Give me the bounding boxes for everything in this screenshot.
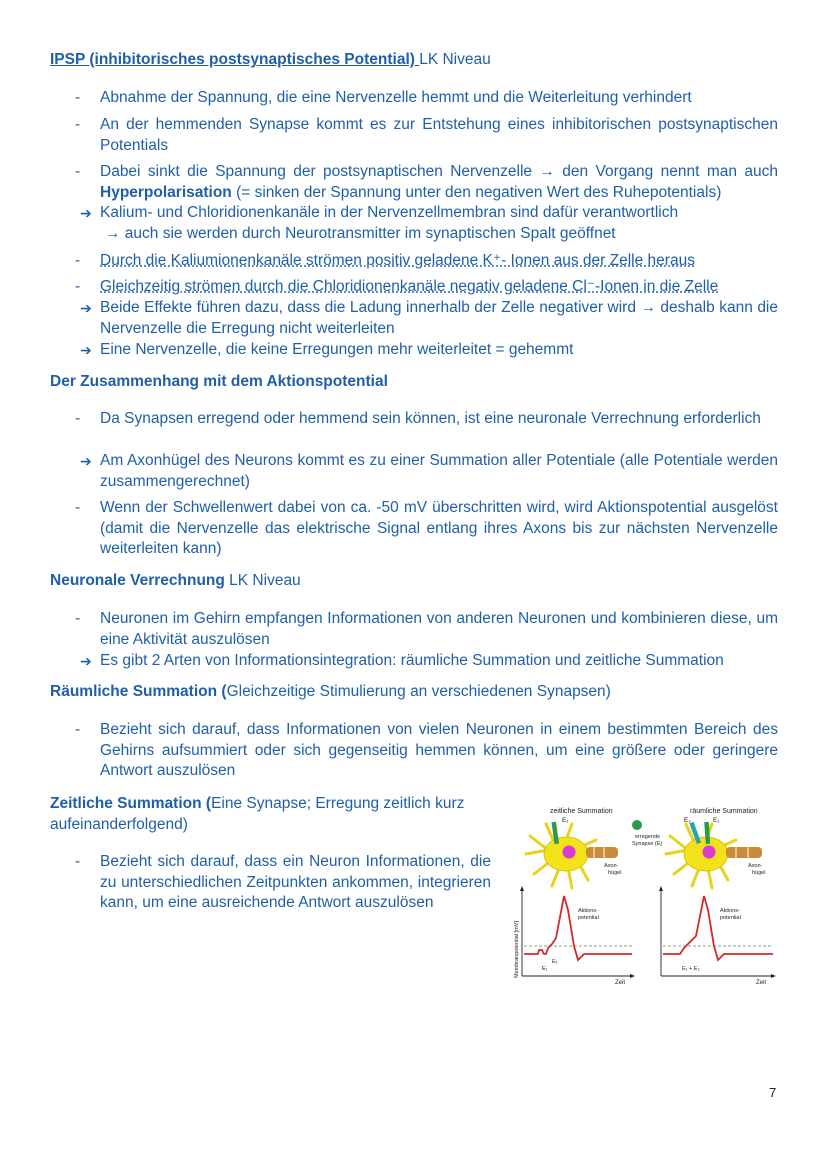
list-item: - Bezieht sich darauf, dass ein Neuron Informationen, die zu unterschiedlichen Zeitpunkten ankommen, integrieren kann, um eine ausreichende Antwort auszulösen bbox=[75, 853, 491, 911]
list-item: - Dabei sinkt die Spannung der postsynaptischen Nervenzelle → den Vorgang nennt man auch Hyperpolarisation (= sinken der Spannung unter den negativen Wert des Ruhepotentials) bbox=[75, 163, 778, 201]
svg-text:Synapse (E): Synapse (E) bbox=[632, 841, 663, 847]
svg-text:potential: potential bbox=[578, 915, 599, 921]
page-number: 7 bbox=[769, 1085, 777, 1100]
hyperpolarisation-term: Hyperpolarisation bbox=[100, 183, 232, 201]
e1-label: E₁ bbox=[562, 817, 569, 824]
synapse-legend bbox=[632, 820, 662, 847]
list-item: ➔ Eine Nervenzelle, die keine Erregungen mehr weiterleitet = gehemmt bbox=[50, 340, 778, 361]
list-item: ➔ Beide Effekte führen dazu, dass die Ladung innerhalb der Zelle negativer wird → deshalb kann die Nervenzelle die Erregung nicht weiterleiten bbox=[80, 299, 778, 337]
dash-bullet: - bbox=[75, 410, 81, 427]
dash-bullet: - bbox=[75, 499, 81, 516]
svg-text:Axon-: Axon- bbox=[748, 863, 763, 869]
aktion-heading: Der Zusammenhang mit dem Aktionspotential bbox=[50, 373, 388, 390]
svg-text:Aktions-: Aktions- bbox=[578, 908, 598, 914]
svg-text:Axon-: Axon- bbox=[604, 863, 619, 869]
nucleus bbox=[703, 846, 716, 859]
verrechnung-heading: Neuronale Verrechnung LK Niveau bbox=[50, 572, 301, 589]
right-graph bbox=[659, 886, 776, 986]
list-item: - Bezieht sich darauf, dass Informationen von vielen Neuronen in einem bestimmten Bereich des Gehirns aufsummiert oder sich gegenseitig hemmen können, um eine größere oder geringere Antwort auszulösen bbox=[75, 721, 778, 779]
summation-figure bbox=[508, 800, 788, 992]
list-item: - Neuronen im Gehirn empfangen Informationen von anderen Neuronen und kombinieren diese, um eine Aktivität auszulösen bbox=[75, 610, 778, 648]
x-axis-label: Zeit bbox=[756, 980, 767, 986]
dash-bullet: - bbox=[75, 610, 81, 627]
list-item: - Abnahme der Spannung, die eine Nervenzelle hemmt und die Weiterleitung verhindert bbox=[50, 88, 778, 109]
dash-bullet: - bbox=[75, 278, 81, 295]
arrow-right-icon: ➔ bbox=[80, 453, 92, 469]
synapse-legend-icon bbox=[632, 820, 642, 830]
arrow-right-icon: ➔ bbox=[80, 205, 92, 221]
svg-text:E₁: E₁ bbox=[552, 959, 558, 965]
list-item: ➔ Es gibt 2 Arten von Informationsintegration: räumliche Summation und zeitliche Summation bbox=[50, 651, 778, 672]
e2-label: E₂ bbox=[684, 817, 691, 824]
list-item: - Durch die Kaliumionenkanäle strömen positiv geladene K⁺- Ionen aus der Zelle heraus bbox=[50, 251, 778, 272]
dash-bullet: - bbox=[75, 853, 81, 870]
y-axis-label: Membranpotential [mV] bbox=[514, 921, 520, 978]
svg-text:hügel: hügel bbox=[608, 870, 622, 876]
list-item: - Gleichzeitig strömen durch die Chloridionenkanäle negativ geladene Cl⁻-Ionen in die Zelle bbox=[50, 277, 778, 298]
left-graph bbox=[514, 886, 635, 986]
svg-text:erregende: erregende bbox=[635, 834, 661, 840]
list-item: ➔ Kalium- und Chloridionenkanäle in der Nervenzellmembran sind dafür verantwortlich → auch sie werden durch Neurotransmitter im synaptischen Spalt geöffnet bbox=[80, 204, 679, 242]
axon bbox=[726, 847, 762, 858]
dash-bullet: - bbox=[75, 163, 81, 180]
arrow-right-icon: ➔ bbox=[80, 300, 92, 316]
dash-bullet: - bbox=[75, 116, 81, 133]
raeumlich-heading: Räumliche Summation (Gleichzeitige Stimulierung an verschiedenen Synapsen) bbox=[50, 683, 611, 700]
svg-text:hügel: hügel bbox=[752, 870, 766, 876]
svg-text:E₁: E₁ bbox=[542, 966, 548, 972]
svg-text:E₁ + E₂: E₁ + E₂ bbox=[682, 966, 700, 972]
axon bbox=[586, 847, 618, 858]
membrane-curve bbox=[524, 896, 632, 960]
arrow-right-icon: ➔ bbox=[80, 653, 92, 669]
dash-bullet: - bbox=[75, 721, 81, 738]
right-panel-title: räumliche Summation bbox=[690, 808, 758, 815]
list-item: ➔ Am Axonhügel des Neurons kommt es zu einer Summation aller Potentiale (alle Potentiale werden zusammengerechnet) bbox=[80, 452, 778, 490]
dash-bullet: - bbox=[75, 252, 81, 269]
ipsp-level: LK Niveau bbox=[419, 51, 491, 68]
membrane-curve bbox=[663, 896, 773, 960]
x-axis-label: Zeit bbox=[615, 980, 626, 986]
left-panel-title: zeitliche Summation bbox=[550, 808, 613, 815]
ipsp-heading bbox=[50, 50, 491, 70]
list-item: - Wenn der Schwellenwert dabei von ca. -50 mV überschritten wird, wird Aktionspotential ausgelöst (damit die Nervenzelle das elektrische Signal entlang ihres Axons bis zur nächsten Nervenzelle weiterleiten kann) bbox=[75, 499, 778, 557]
left-neuron bbox=[526, 817, 621, 888]
e1-label: E₁ bbox=[713, 817, 720, 824]
nucleus bbox=[563, 846, 576, 859]
right-neuron bbox=[666, 817, 765, 888]
arrow-right-icon: ➔ bbox=[80, 342, 92, 358]
ipsp-title: IPSP (inhibitorisches postsynaptisches Potential) bbox=[50, 51, 420, 68]
svg-text:potential: potential bbox=[720, 915, 741, 921]
svg-text:Aktions-: Aktions- bbox=[720, 908, 740, 914]
dash-bullet: - bbox=[75, 89, 81, 106]
list-item: - An der hemmenden Synapse kommt es zur Entstehung eines inhibitorischen postsynaptischen Potentials bbox=[75, 116, 778, 154]
zeitlich-heading: Zeitliche Summation (Eine Synapse; Erregung zeitlich kurz aufeinanderfolgend) bbox=[50, 795, 465, 833]
list-item: - Da Synapsen erregend oder hemmend sein können, ist eine neuronale Verrechnung erforderlich bbox=[50, 409, 778, 430]
